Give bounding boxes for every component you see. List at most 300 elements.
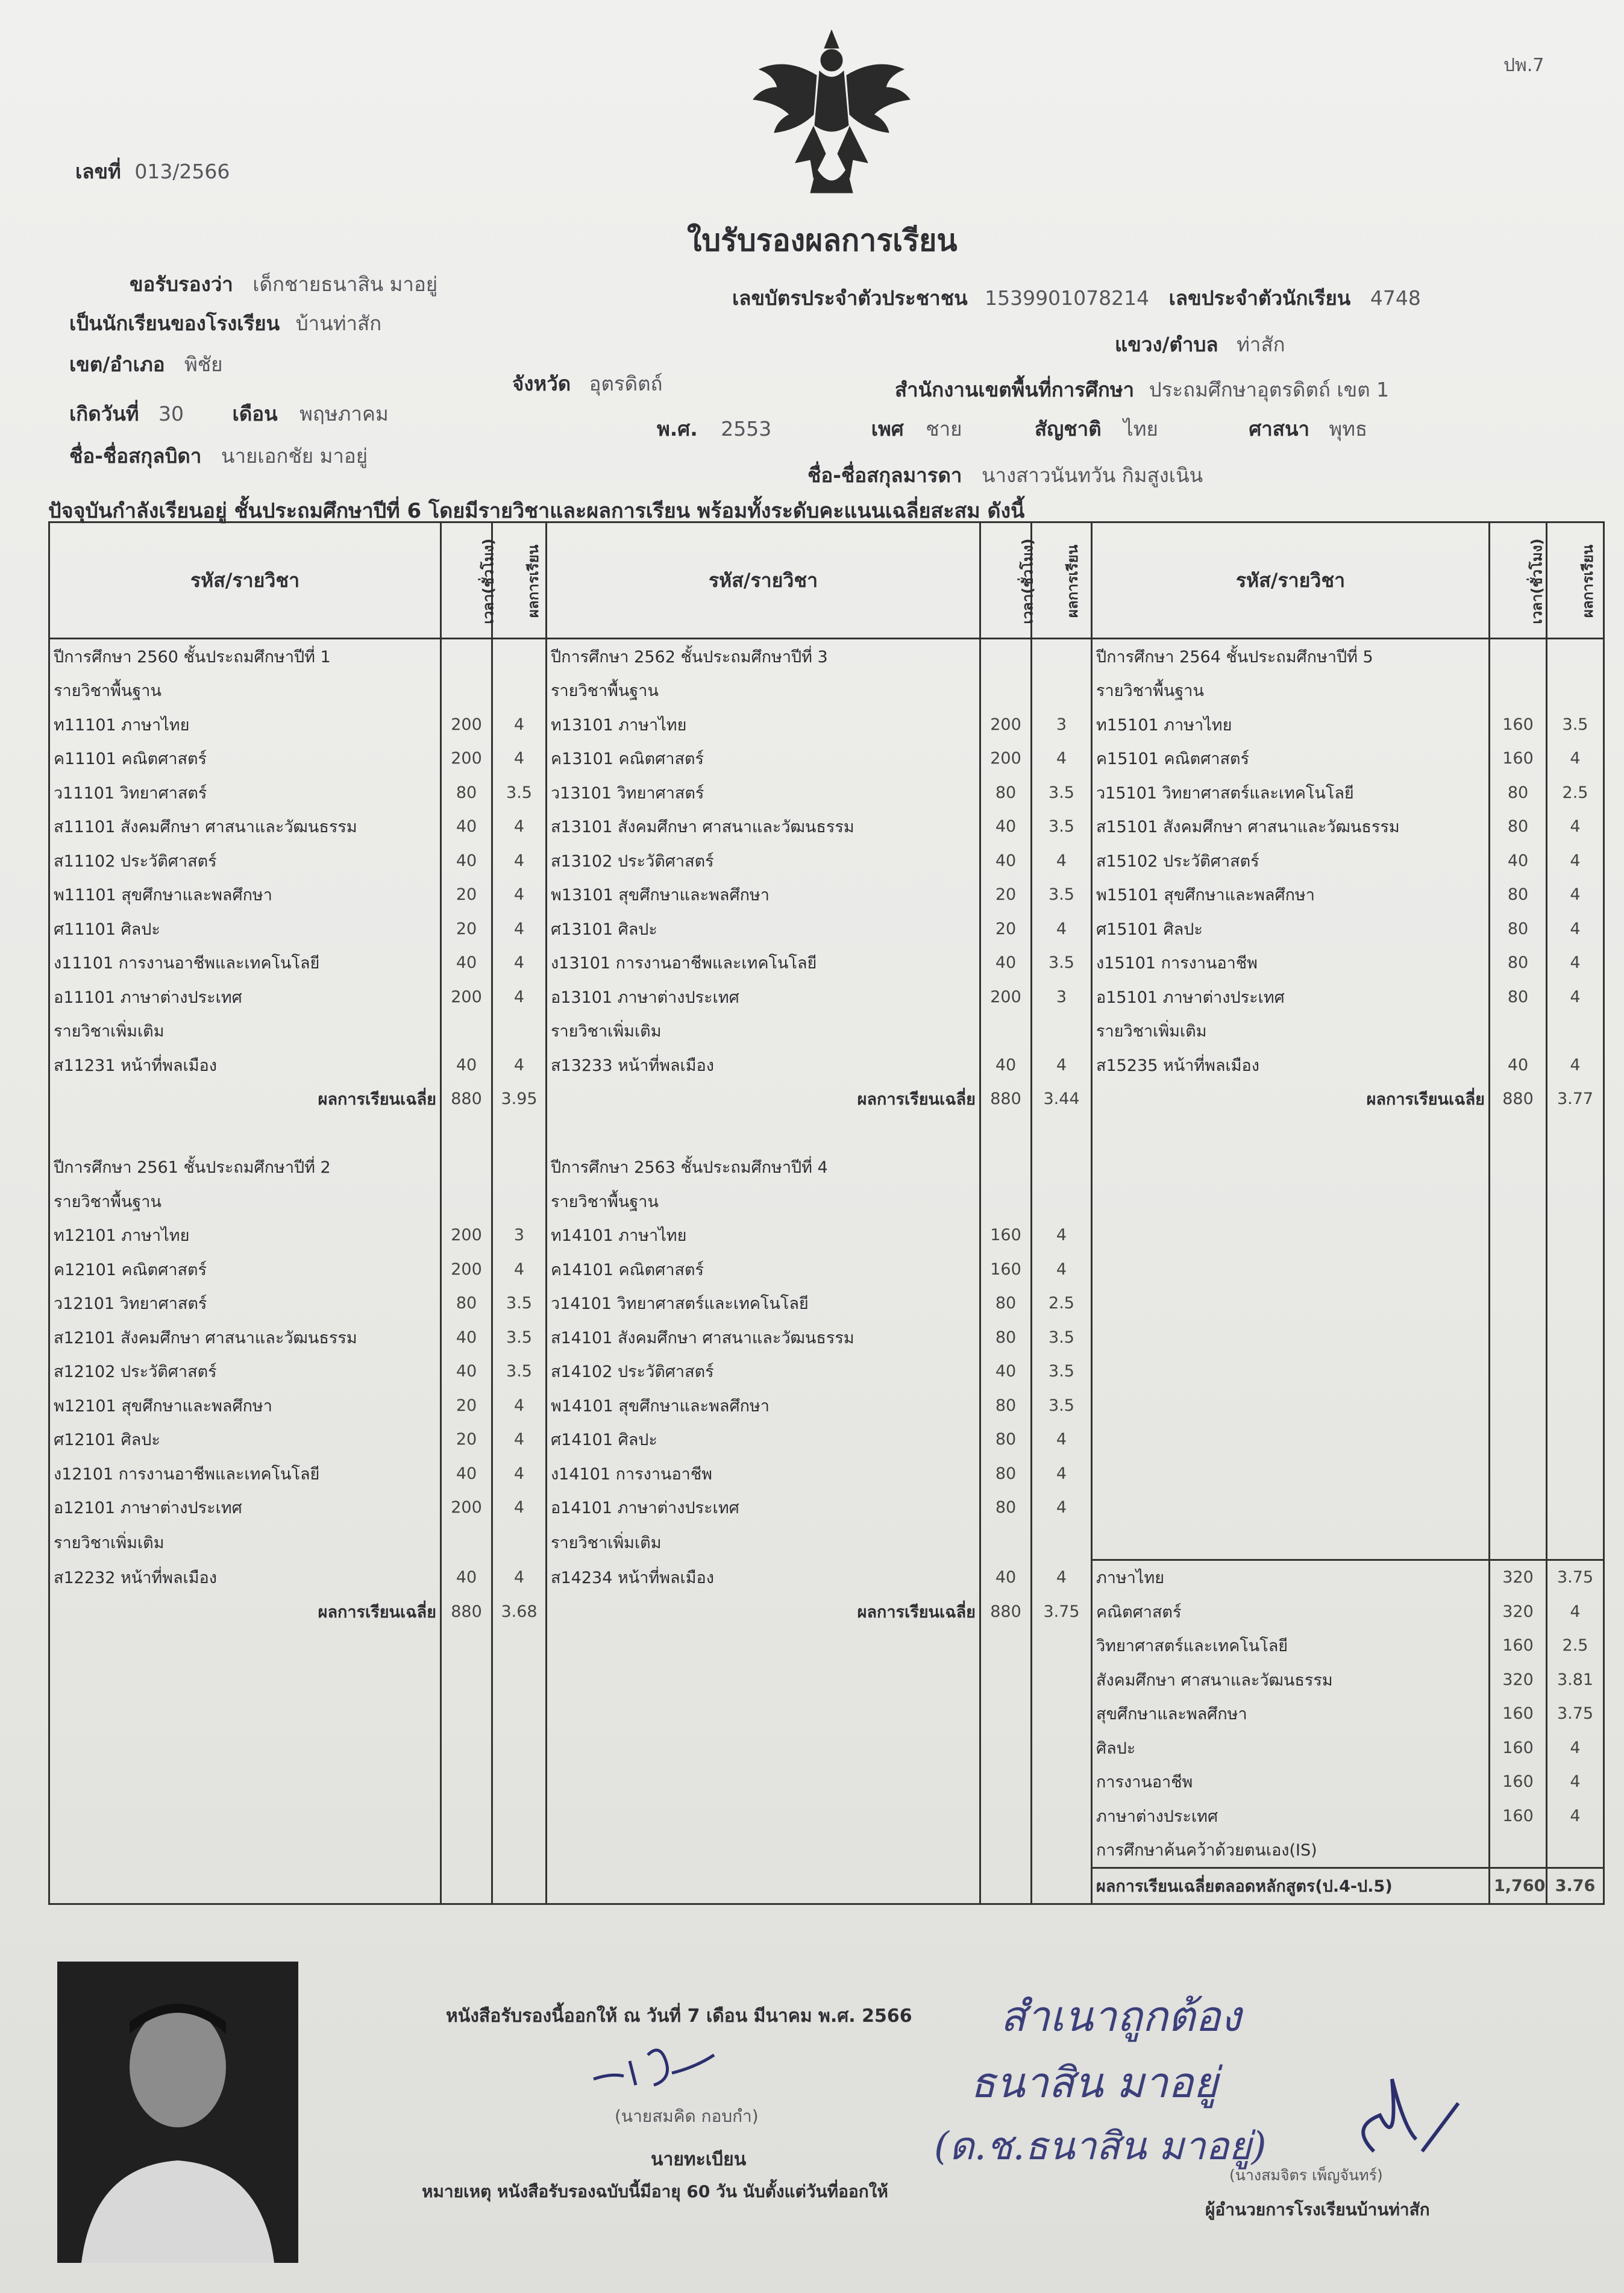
subject-cell: รายวิชาเพิ่มเติม xyxy=(547,1014,980,1049)
hours-cell xyxy=(980,1765,1032,1799)
hours-cell xyxy=(1490,1525,1547,1560)
subject-cell xyxy=(49,1731,441,1765)
born-day: 30 xyxy=(158,402,184,425)
grade-cell xyxy=(1547,1423,1604,1457)
subject-cell: ผลการเรียนเฉลี่ย xyxy=(49,1082,441,1117)
subject-cell xyxy=(49,1629,441,1663)
table-row xyxy=(49,1219,1604,1253)
mother-label: ชื่อ-ชื่อสกุลมารดา xyxy=(807,463,962,487)
grade-cell xyxy=(1547,1252,1604,1287)
subject-cell: ศ13101 ศิลปะ xyxy=(547,912,980,946)
grade-cell: 4 xyxy=(492,878,547,912)
table-row xyxy=(49,1252,1604,1287)
office-line xyxy=(895,374,1389,406)
table-row xyxy=(49,1731,1604,1765)
subject-cell: พ11101 สุขศึกษาและพลศึกษา xyxy=(49,878,441,912)
hours-cell: 80 xyxy=(980,1491,1032,1525)
grade-cell xyxy=(1547,1320,1604,1355)
hours-cell: 200 xyxy=(980,980,1032,1014)
subject-cell: ง13101 การงานอาชีพและเทคโนโลยี xyxy=(547,946,980,980)
validity-note: หมายเหตุ หนังสือรับรองฉบับนี้มีอายุ 60 วัน นับตั้งแต่วันที่ออกให้ xyxy=(422,2182,888,2201)
subject-cell xyxy=(1092,1219,1490,1253)
hours-cell: 880 xyxy=(441,1595,492,1629)
doc-number-label: เลขที่ xyxy=(75,160,121,183)
grade-cell: 2.5 xyxy=(1547,776,1604,810)
grade-cell xyxy=(1547,1116,1604,1150)
grade-cell xyxy=(492,1731,547,1765)
grade-cell: 3.5 xyxy=(1032,1355,1092,1389)
registrar-name: (นายสมคิด กอบกำ) xyxy=(615,2106,759,2126)
grade-cell: 3.5 xyxy=(1547,707,1604,742)
grade-cell: 3.75 xyxy=(1547,1560,1604,1595)
grade-cell: 4 xyxy=(1547,1765,1604,1799)
grade-cell: 4 xyxy=(1032,844,1092,878)
grade-cell xyxy=(1032,639,1092,674)
subject-cell xyxy=(49,1868,441,1904)
grade-cell: 3.5 xyxy=(1032,1320,1092,1355)
hours-cell xyxy=(441,1663,492,1697)
hours-cell xyxy=(441,1150,492,1185)
grade-cell: 4 xyxy=(1547,912,1604,946)
table-row xyxy=(49,742,1604,776)
subject-cell: ผลการเรียนเฉลี่ย xyxy=(547,1595,980,1629)
grade-cell: 4 xyxy=(1032,1219,1092,1253)
year-label: พ.ศ. xyxy=(657,417,698,441)
garuda-emblem-icon xyxy=(741,18,922,205)
grade-cell xyxy=(1547,1219,1604,1253)
hours-cell: 40 xyxy=(441,1560,492,1595)
hours-cell: 80 xyxy=(980,1388,1032,1423)
subject-cell: ว14101 วิทยาศาสตร์และเทคโนโลยี xyxy=(547,1287,980,1321)
grade-cell xyxy=(1547,1355,1604,1389)
grade-cell: 3.5 xyxy=(492,776,547,810)
subject-cell: ปีการศึกษา 2560 ชั้นประถมศึกษาปีที่ 1 xyxy=(49,639,441,674)
hours-cell: 40 xyxy=(1490,844,1547,878)
table-row xyxy=(49,1560,1604,1595)
hours-cell: 200 xyxy=(441,1219,492,1253)
grade-cell: 4 xyxy=(1547,810,1604,844)
hours-cell: 40 xyxy=(441,1048,492,1082)
page-title: ใบรับรองผลการเรียน xyxy=(687,223,958,258)
grade-cell: 3.81 xyxy=(1547,1663,1604,1697)
grade-cell xyxy=(1032,1731,1092,1765)
hours-cell: 160 xyxy=(1490,1697,1547,1731)
hours-cell: 80 xyxy=(980,1320,1032,1355)
grade-cell: 4 xyxy=(1547,980,1604,1014)
province-value: อุตรดิตถ์ xyxy=(589,372,663,395)
subject-cell: รายวิชาเพิ่มเติม xyxy=(49,1014,441,1049)
hours-cell: 80 xyxy=(1490,878,1547,912)
grade-cell: 4 xyxy=(1032,1457,1092,1491)
subject-cell: ปีการศึกษา 2564 ชั้นประถมศึกษาปีที่ 5 xyxy=(1092,639,1490,674)
grade-cell xyxy=(1032,1014,1092,1049)
hours-cell: 20 xyxy=(441,912,492,946)
hours-cell xyxy=(441,1116,492,1150)
grade-cell: 3.75 xyxy=(1032,1595,1092,1629)
hours-cell xyxy=(441,1697,492,1731)
hours-cell: 80 xyxy=(1490,946,1547,980)
subject-cell: ปีการศึกษา 2562 ชั้นประถมศึกษาปีที่ 3 xyxy=(547,639,980,674)
header-grade-text: ผลการเรียน xyxy=(525,544,542,618)
hours-cell xyxy=(980,1868,1032,1904)
subject-cell: ท12101 ภาษาไทย xyxy=(49,1219,441,1253)
grade-cell xyxy=(492,1799,547,1833)
table-row xyxy=(49,1629,1604,1663)
table-row xyxy=(49,1048,1604,1082)
subject-cell: วิทยาศาสตร์และเทคโนโลยี xyxy=(1092,1629,1490,1663)
district-label: เขต/อำเภอ xyxy=(69,353,165,376)
subject-cell: ว11101 วิทยาศาสตร์ xyxy=(49,776,441,810)
grade-cell: 4 xyxy=(492,980,547,1014)
grade-cell: 4 xyxy=(1547,1799,1604,1833)
hours-cell: 160 xyxy=(980,1252,1032,1287)
hours-cell: 80 xyxy=(1490,980,1547,1014)
hours-cell xyxy=(1490,1355,1547,1389)
doc-code: ปพ.7 xyxy=(1503,55,1544,76)
statement: ปัจจุบันกำลังเรียนอยู่ ชั้นประถมศึกษาปีที่ 6 โดยมีรายวิชาและผลการเรียน พร้อมทั้งระดับคะแนนเฉลี่ยสะสม ดังนี้ xyxy=(48,499,1025,523)
header-grade xyxy=(492,522,547,639)
hours-cell xyxy=(1490,1833,1547,1868)
grade-cell: 3.5 xyxy=(492,1355,547,1389)
subject-cell: พ14101 สุขศึกษาและพลศึกษา xyxy=(547,1388,980,1423)
table-row xyxy=(49,1423,1604,1457)
subject-cell: รายวิชาพื้นฐาน xyxy=(1092,674,1490,708)
hours-cell: 20 xyxy=(441,1388,492,1423)
grade-cell: 4 xyxy=(1547,878,1604,912)
hours-cell: 200 xyxy=(980,707,1032,742)
grade-cell: 4 xyxy=(492,844,547,878)
table-row xyxy=(49,1082,1604,1117)
table-row xyxy=(49,639,1604,674)
hours-cell xyxy=(1490,1320,1547,1355)
table-row xyxy=(49,1320,1604,1355)
hours-cell: 160 xyxy=(1490,707,1547,742)
religion-value: พุทธ xyxy=(1329,417,1368,441)
hours-cell xyxy=(980,1697,1032,1731)
grade-cell: 4 xyxy=(492,1388,547,1423)
grade-cell xyxy=(492,674,547,708)
born-year: 2553 xyxy=(721,417,772,441)
grade-cell: 3.44 xyxy=(1032,1082,1092,1117)
subject-cell xyxy=(1092,1355,1490,1389)
table-row xyxy=(49,946,1604,980)
grade-cell xyxy=(1032,1833,1092,1868)
father-value: นายเอกชัย มาอยู่ xyxy=(221,444,368,468)
grade-cell: 4 xyxy=(1032,1048,1092,1082)
table-row xyxy=(49,1525,1604,1560)
grade-cell xyxy=(1547,639,1604,674)
hours-cell: 880 xyxy=(980,1082,1032,1117)
hours-cell xyxy=(980,639,1032,674)
subject-cell xyxy=(1092,1320,1490,1355)
subject-cell xyxy=(547,1799,980,1833)
grade-cell: 3.5 xyxy=(1032,946,1092,980)
grade-cell: 3.5 xyxy=(1032,878,1092,912)
hours-cell xyxy=(441,1184,492,1219)
subject-cell: พ15101 สุขศึกษาและพลศึกษา xyxy=(1092,878,1490,912)
table-row xyxy=(49,810,1604,844)
grade-cell xyxy=(492,1014,547,1049)
subject-cell: ภาษาต่างประเทศ xyxy=(1092,1799,1490,1833)
grade-cell: 4 xyxy=(492,1252,547,1287)
nationality-label: สัญชาติ xyxy=(1035,417,1102,441)
hours-cell xyxy=(980,1799,1032,1833)
handwritten-certified-copy: สำเนาถูกต้อง xyxy=(1000,1992,1241,2041)
grade-cell xyxy=(1032,1697,1092,1731)
subject-cell: อ13101 ภาษาต่างประเทศ xyxy=(547,980,980,1014)
grade-cell: 4 xyxy=(492,1457,547,1491)
subject-cell: ง14101 การงานอาชีพ xyxy=(547,1457,980,1491)
grade-cell: 3 xyxy=(1032,980,1092,1014)
grade-cell: 4 xyxy=(1547,742,1604,776)
table-row xyxy=(49,1457,1604,1491)
table-row xyxy=(49,844,1604,878)
subject-cell xyxy=(547,1629,980,1663)
subject-cell: ส12102 ประวัติศาสตร์ xyxy=(49,1355,441,1389)
grade-cell: 4 xyxy=(492,742,547,776)
table-row xyxy=(49,1116,1604,1150)
subject-cell xyxy=(547,1731,980,1765)
subject-cell: ศ12101 ศิลปะ xyxy=(49,1423,441,1457)
grade-cell xyxy=(1032,1116,1092,1150)
hours-cell xyxy=(1490,1388,1547,1423)
subject-cell: อ11101 ภาษาต่างประเทศ xyxy=(49,980,441,1014)
table-row xyxy=(49,674,1604,708)
grade-cell: 4 xyxy=(492,1423,547,1457)
hours-cell: 80 xyxy=(980,1457,1032,1491)
hours-cell xyxy=(980,1184,1032,1219)
subject-cell: ท15101 ภาษาไทย xyxy=(1092,707,1490,742)
father-line xyxy=(69,440,368,472)
hours-cell: 200 xyxy=(441,1252,492,1287)
hours-cell xyxy=(980,1663,1032,1697)
grade-cell xyxy=(492,1116,547,1150)
header-hours-text: เวลา(ชั่วโมง) xyxy=(480,538,497,624)
hours-cell: 40 xyxy=(441,1320,492,1355)
grade-cell xyxy=(492,1184,547,1219)
certify-line xyxy=(130,268,437,300)
subject-cell: พ12101 สุขศึกษาและพลศึกษา xyxy=(49,1388,441,1423)
hours-cell: 80 xyxy=(441,776,492,810)
hours-cell xyxy=(441,1629,492,1663)
hours-cell xyxy=(980,1629,1032,1663)
born-month: พฤษภาคม xyxy=(299,402,389,425)
district-line xyxy=(69,348,223,380)
subject-cell xyxy=(1092,1457,1490,1491)
subject-cell: ผลการเรียนเฉลี่ยตลอดหลักสูตร(ป.4-ป.5) xyxy=(1092,1868,1490,1904)
subject-cell: รายวิชาเพิ่มเติม xyxy=(1092,1014,1490,1049)
certify-label: ขอรับรองว่า xyxy=(130,272,233,296)
subdistrict-label: แขวง/ตำบล xyxy=(1115,333,1218,356)
subject-cell: ส14234 หน้าที่พลเมือง xyxy=(547,1560,980,1595)
subject-cell: ค13101 คณิตศาสตร์ xyxy=(547,742,980,776)
hours-cell: 880 xyxy=(980,1595,1032,1629)
student-portrait-icon xyxy=(57,1962,298,2263)
header-grade-text: ผลการเรียน xyxy=(1579,544,1597,618)
hours-cell: 880 xyxy=(1490,1082,1547,1117)
hours-cell: 40 xyxy=(441,844,492,878)
hours-cell xyxy=(980,1833,1032,1868)
subject-cell: ปีการศึกษา 2561 ชั้นประถมศึกษาปีที่ 2 xyxy=(49,1150,441,1185)
subject-cell: ส12232 หน้าที่พลเมือง xyxy=(49,1560,441,1595)
student-photo xyxy=(57,1962,298,2263)
subject-cell: สุขศึกษาและพลศึกษา xyxy=(1092,1697,1490,1731)
grade-cell xyxy=(1032,1150,1092,1185)
subject-cell xyxy=(49,1799,441,1833)
subject-cell: ส14101 สังคมศึกษา ศาสนาและวัฒนธรรม xyxy=(547,1320,980,1355)
hours-cell: 160 xyxy=(1490,1629,1547,1663)
table-row xyxy=(49,776,1604,810)
grade-cell: 3.95 xyxy=(492,1082,547,1117)
grade-cell: 4 xyxy=(1547,1595,1604,1629)
table-row xyxy=(49,707,1604,742)
hours-cell xyxy=(441,674,492,708)
hours-cell: 320 xyxy=(1490,1595,1547,1629)
hours-cell: 200 xyxy=(441,707,492,742)
office-value: ประถมศึกษาอุตรดิตถ์ เขต 1 xyxy=(1149,378,1390,401)
header-grade-text: ผลการเรียน xyxy=(1064,544,1082,618)
table-row xyxy=(49,1833,1604,1868)
hours-cell: 40 xyxy=(980,844,1032,878)
hours-cell: 20 xyxy=(980,912,1032,946)
grade-cell xyxy=(1032,1629,1092,1663)
subject-cell: ส13101 สังคมศึกษา ศาสนาและวัฒนธรรม xyxy=(547,810,980,844)
subject-cell xyxy=(547,1833,980,1868)
grade-cell xyxy=(1547,1287,1604,1321)
subject-cell xyxy=(547,1697,980,1731)
hours-cell: 160 xyxy=(1490,1731,1547,1765)
mother-value: นางสาวนันทวัน กิมสูงเนิน xyxy=(981,463,1203,487)
hours-cell xyxy=(1490,1491,1547,1525)
subject-cell: คณิตศาสตร์ xyxy=(1092,1595,1490,1629)
grade-cell xyxy=(1547,1457,1604,1491)
grade-cell xyxy=(492,1663,547,1697)
born-label: เกิดวันที่ xyxy=(69,402,139,425)
grade-cell: 3.5 xyxy=(492,1320,547,1355)
hours-cell: 160 xyxy=(1490,742,1547,776)
grade-cell xyxy=(1032,1765,1092,1799)
hours-cell: 80 xyxy=(1490,912,1547,946)
hours-cell: 80 xyxy=(1490,810,1547,844)
grade-cell: 3.76 xyxy=(1547,1868,1604,1904)
subject-cell: ศ14101 ศิลปะ xyxy=(547,1423,980,1457)
subject-cell xyxy=(49,1833,441,1868)
table-row xyxy=(49,1355,1604,1389)
subject-cell xyxy=(547,1663,980,1697)
handwritten-name-parenthesized: (ด.ช.ธนาสิน มาอยู่) xyxy=(934,2124,1267,2169)
hours-cell: 40 xyxy=(980,810,1032,844)
grade-cell: 4 xyxy=(1547,946,1604,980)
issued-text: หนังสือรับรองนี้ออกให้ ณ วันที่ 7 เดือน มีนาคม พ.ศ. 2566 xyxy=(446,2006,912,2027)
year-sex-line xyxy=(657,413,1367,445)
student-id-value: 4748 xyxy=(1370,286,1421,310)
header-hours-text: เวลา(ชั่วโมง) xyxy=(1019,538,1036,624)
grade-cell: 4 xyxy=(1547,1048,1604,1082)
subject-cell: ค15101 คณิตศาสตร์ xyxy=(1092,742,1490,776)
subject-cell: ง12101 การงานอาชีพและเทคโนโลยี xyxy=(49,1457,441,1491)
hours-cell xyxy=(441,1765,492,1799)
header-hours xyxy=(980,522,1036,639)
hours-cell: 80 xyxy=(980,1287,1032,1321)
subject-cell: ภาษาไทย xyxy=(1092,1560,1490,1595)
hours-cell: 20 xyxy=(441,1423,492,1457)
grade-cell: 4 xyxy=(1032,912,1092,946)
doc-number xyxy=(75,155,230,187)
header-subject: รหัส/รายวิชา xyxy=(547,522,980,639)
subject-cell: ง11101 การงานอาชีพและเทคโนโลยี xyxy=(49,946,441,980)
table-row xyxy=(49,1799,1604,1833)
grade-cell: 3.77 xyxy=(1547,1082,1604,1117)
subject-cell xyxy=(547,1765,980,1799)
table-row xyxy=(49,1765,1604,1799)
subject-cell: ส15235 หน้าที่พลเมือง xyxy=(1092,1048,1490,1082)
subject-cell: ท13101 ภาษาไทย xyxy=(547,707,980,742)
hours-cell: 40 xyxy=(441,810,492,844)
subject-cell xyxy=(1092,1388,1490,1423)
grade-cell xyxy=(1032,1184,1092,1219)
registrar-title: นายทะเบียน xyxy=(651,2149,747,2170)
subject-cell: ผลการเรียนเฉลี่ย xyxy=(1092,1082,1490,1117)
subject-cell xyxy=(1092,1423,1490,1457)
hours-cell: 200 xyxy=(980,742,1032,776)
grade-cell: 3.5 xyxy=(1032,776,1092,810)
handwritten-name: ธนาสิน มาอยู่ xyxy=(970,2058,1218,2107)
table-header-row xyxy=(49,522,1604,639)
subject-cell: อ15101 ภาษาต่างประเทศ xyxy=(1092,980,1490,1014)
subject-cell: ส12101 สังคมศึกษา ศาสนาและวัฒนธรรม xyxy=(49,1320,441,1355)
hours-cell xyxy=(980,674,1032,708)
grade-cell xyxy=(492,1150,547,1185)
hours-cell xyxy=(441,1014,492,1049)
hours-cell xyxy=(441,639,492,674)
subject-cell: ส11101 สังคมศึกษา ศาสนาและวัฒนธรรม xyxy=(49,810,441,844)
subject-cell: ง15101 การงานอาชีพ xyxy=(1092,946,1490,980)
grade-cell: 4 xyxy=(1032,1560,1092,1595)
hours-cell xyxy=(1490,1150,1547,1185)
grade-cell xyxy=(492,1765,547,1799)
header-grade xyxy=(1547,522,1604,639)
hours-cell: 160 xyxy=(1490,1765,1547,1799)
grade-cell: 3.5 xyxy=(1032,1388,1092,1423)
school-line xyxy=(69,307,381,339)
hours-cell: 80 xyxy=(980,776,1032,810)
grade-cell xyxy=(1547,1388,1604,1423)
month-label: เดือน xyxy=(232,402,278,425)
hours-cell: 40 xyxy=(980,1560,1032,1595)
subject-cell xyxy=(1092,1116,1490,1150)
subject-cell: รายวิชาพื้นฐาน xyxy=(547,674,980,708)
grade-cell: 4 xyxy=(492,707,547,742)
table-row xyxy=(49,1697,1604,1731)
subject-cell: อ14101 ภาษาต่างประเทศ xyxy=(547,1491,980,1525)
registrar-signature-icon xyxy=(588,2031,720,2103)
hours-cell: 320 xyxy=(1490,1663,1547,1697)
hours-cell: 40 xyxy=(1490,1048,1547,1082)
hours-cell xyxy=(441,1799,492,1833)
hours-cell: 1,760 xyxy=(1490,1868,1547,1904)
subject-cell: ผลการเรียนเฉลี่ย xyxy=(547,1082,980,1117)
grade-cell: 3 xyxy=(492,1219,547,1253)
grade-cell: 3.5 xyxy=(492,1287,547,1321)
hours-cell xyxy=(441,1525,492,1560)
subject-cell: ส13233 หน้าที่พลเมือง xyxy=(547,1048,980,1082)
hours-cell xyxy=(1490,639,1547,674)
hours-cell xyxy=(980,1014,1032,1049)
header-grade xyxy=(1032,522,1092,639)
subject-cell: ท11101 ภาษาไทย xyxy=(49,707,441,742)
hours-cell: 40 xyxy=(980,1355,1032,1389)
subject-cell: ท14101 ภาษาไทย xyxy=(547,1219,980,1253)
